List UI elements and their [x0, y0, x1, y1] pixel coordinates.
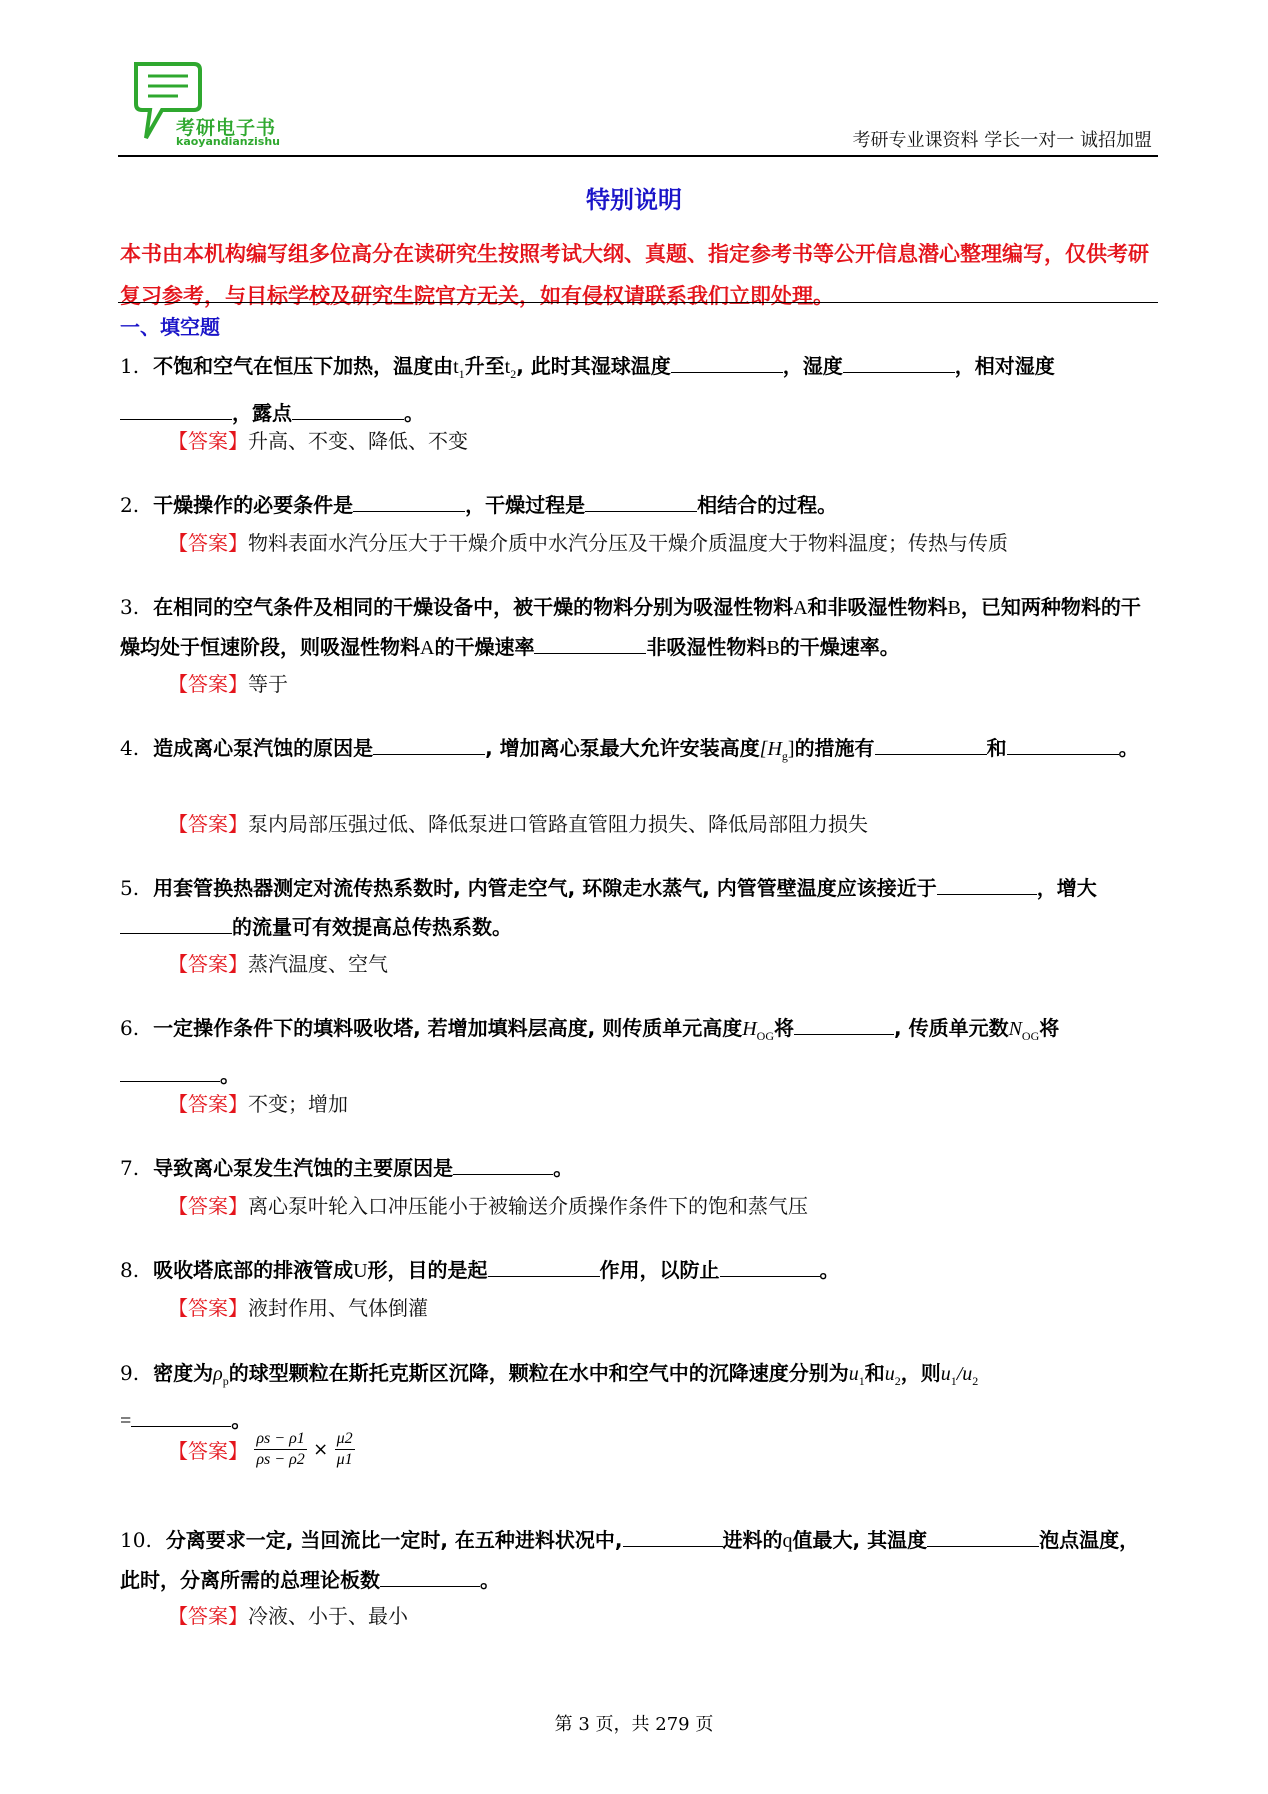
question-10: 10. 分离要求一定, 当回流比一定时, 在五种进料状况中, 进料的q值最大, 其温度 泡点温度，此时，分离所需的总理论板数 。 [120, 1528, 1140, 1592]
question-1: 1. 不饱和空气在恒压下加热，温度由$t_1$升至$t_2$, 此时其湿球温度 ，湿度 ，相对湿度，露点 。 [120, 354, 1055, 425]
answer-blank [1007, 736, 1119, 755]
question-number: 1. [120, 354, 140, 378]
answer-blank [534, 635, 646, 654]
question-6: 6. 一定操作条件下的填料吸收塔, 若增加填料层高度, 则传质单元高度$H_{OG}$将 , 传质单元数$N_{OG}$将。 [120, 1016, 1060, 1087]
answer-7: 【答案】离心泵叶轮入口冲压能小于被输送介质操作条件下的饱和蒸气压 [168, 1194, 808, 1218]
answer-blank [671, 354, 783, 373]
answer-tag: 【答案】 [168, 812, 248, 836]
question-number: 4. [120, 736, 140, 760]
answer-6: 【答案】不变；增加 [168, 1092, 348, 1116]
logo-subtext: kaoyandianzishu [176, 135, 281, 148]
answer-blank [453, 1156, 553, 1175]
question-number: 10. [120, 1528, 152, 1552]
question-5: 5. 用套管换热器测定对流传热系数时, 内管走空气, 环隙走水蒸气, 内管管壁温度应该接近于 ，增大的流量可有效提高总传热系数。 [120, 876, 1097, 939]
answer-tag: 【答案】 [168, 952, 248, 976]
header-tagline: 考研专业课资料 学长一对一 诚招加盟 [852, 130, 1152, 151]
answer-2: 【答案】物料表面水汽分压大于干燥介质中水汽分压及干燥介质温度大于物料温度；传热与传质 [168, 531, 1008, 555]
question-8: 8. 吸收塔底部的排液管成U形，目的是起 作用，以防止 。 [120, 1258, 840, 1282]
answer-blank [488, 1258, 600, 1277]
question-number: 9. [120, 1361, 140, 1385]
answer-5: 【答案】蒸汽温度、空气 [168, 952, 388, 976]
notice-divider [118, 302, 1158, 303]
answer-8: 【答案】液封作用、气体倒灌 [168, 1296, 428, 1320]
answer-tag: 【答案】 [168, 429, 248, 453]
answer-blank [353, 493, 465, 512]
answer-tag: 【答案】 [168, 1296, 248, 1320]
question-7: 7. 导致离心泵发生汽蚀的主要原因是 。 [120, 1156, 574, 1180]
answer-10: 【答案】冷液、小于、最小 [168, 1604, 408, 1628]
answer-blank [927, 1528, 1039, 1547]
question-2: 2. 干燥操作的必要条件是 ，干燥过程是 相结合的过程。 [120, 493, 838, 517]
answer-3: 【答案】等于 [168, 672, 288, 696]
answer-blank [380, 1568, 480, 1587]
answer-tag: 【答案】 [168, 1194, 248, 1218]
logo-text: 考研电子书 [176, 117, 277, 139]
question-3: 3. 在相同的空气条件及相同的干燥设备中，被干燥的物料分别为吸湿性物料A和非吸湿性物料B，已知两种物料的干燥均处于恒速阶段，则吸湿性物料A的干燥速率 非吸湿性物料B的干燥速率。 [120, 595, 1141, 659]
question-number: 5. [120, 876, 140, 900]
formula-fraction-viscosity: $\frac{\mu 2}{\mu 1}$ [336, 1430, 353, 1468]
page-title: 特别说明 [586, 186, 682, 214]
question-number: 6. [120, 1016, 140, 1040]
answer-blank [794, 1016, 894, 1035]
answer-blank [120, 401, 232, 420]
header-divider [118, 155, 1158, 157]
answer-blank [292, 401, 404, 420]
formula-fraction-density: $\frac{\rho s - \rho 1}{\rho s - \rho 2}$ [256, 1430, 305, 1468]
answer-blank [120, 1063, 220, 1082]
answer-tag: 【答案】 [168, 1604, 248, 1628]
answer-9: 【答案】 $\frac{\rho s - \rho 1}{\rho s - \rho 2}$ × $\frac{\mu 2}{\mu 1}$ [168, 1430, 353, 1468]
question-4: 4. 造成离心泵汽蚀的原因是 , 增加离心泵最大允许安装高度$[H_g]$的措施有 和 。 [120, 736, 1139, 763]
answer-blank [875, 736, 987, 755]
question-9: 9. 密度为$\rho_p$的球型颗粒在斯托克斯区沉降，颗粒在水中和空气中的沉降速度分别为$u_1$和$u_2$，则$u_1/u_2$ = 。 [120, 1361, 979, 1432]
answer-blank [843, 354, 955, 373]
answer-tag: 【答案】 [168, 672, 248, 696]
answer-tag: 【答案】 [168, 1092, 248, 1116]
answer-blank [131, 1408, 231, 1427]
answer-blank [623, 1528, 723, 1547]
answer-blank [585, 493, 697, 512]
answer-blank [120, 915, 232, 934]
disclaimer-notice: 本书由本机构编写组多位高分在读研究生按照考试大纲、真题、指定参考书等公开信息潜心整理编写，仅供考研复习参考，与目标学校及研究生院官方无关，如有侵权请联系我们立即处理。 [120, 242, 1149, 308]
section-title: 一、填空题 [120, 315, 220, 339]
question-number: 8. [120, 1258, 140, 1282]
answer-blank [937, 876, 1037, 895]
answer-blank [720, 1258, 820, 1277]
answer-4: 【答案】泵内局部压强过低、降低泵进口管路直管阻力损失、降低局部阻力损失 [168, 812, 868, 836]
question-number: 2. [120, 493, 140, 517]
page-footer: 第 3 页，共 279 页 [554, 1714, 714, 1735]
answer-blank [373, 736, 485, 755]
question-number: 3. [120, 595, 140, 619]
question-number: 7. [120, 1156, 140, 1180]
answer-1: 【答案】升高、不变、降低、不变 [168, 429, 468, 453]
answer-tag: 【答案】 [168, 531, 248, 555]
answer-tag: 【答案】 [168, 1439, 248, 1463]
